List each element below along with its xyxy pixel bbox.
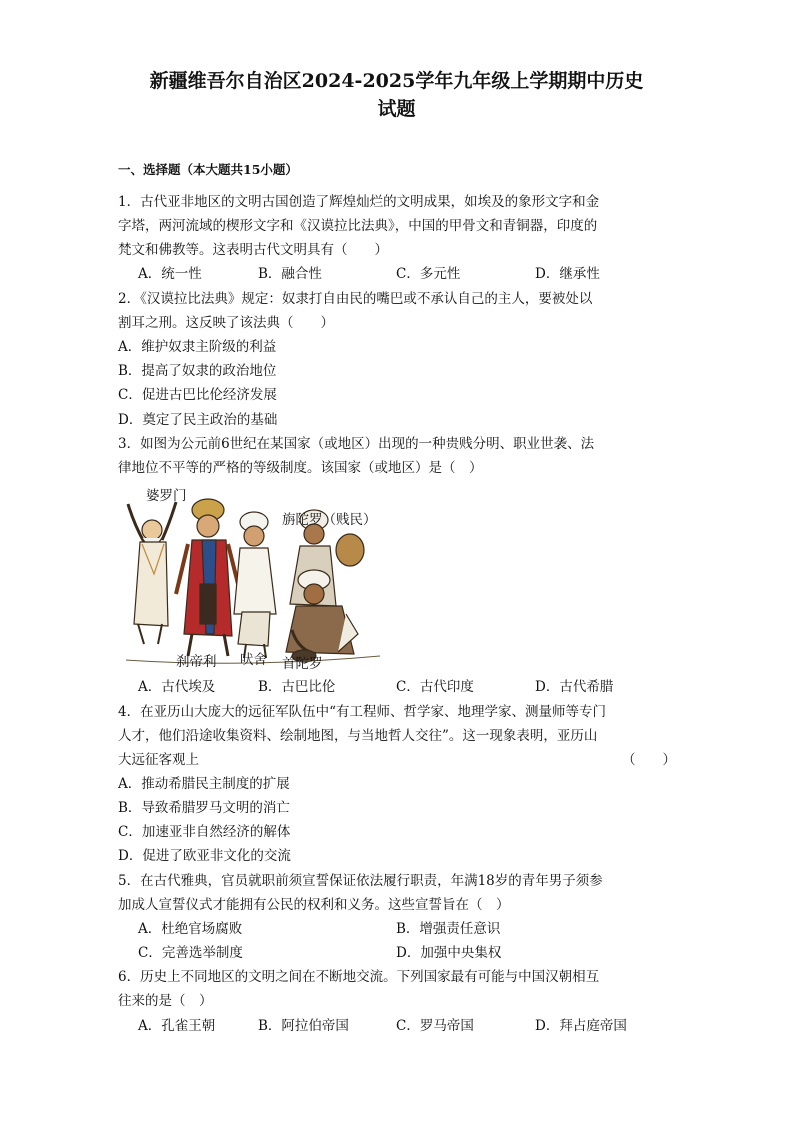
question-4-option-a[interactable]: A．推动希腊民主制度的扩展 — [118, 776, 290, 792]
question-2-option-d[interactable]: D．奠定了民主政治的基础 — [118, 412, 278, 428]
question-3-option-b[interactable]: B．古巴比伦 — [258, 679, 336, 695]
question-6-option-a[interactable]: A．孔雀王朝 — [138, 1018, 216, 1034]
question-3-option-c[interactable]: C．古代印度 — [396, 679, 474, 695]
question-5-line-2: 加成人宣誓仪式才能拥有公民的权利和义务。这些宣誓旨在（ ） — [118, 897, 510, 913]
question-3-option-d[interactable]: D．古代希腊 — [535, 679, 614, 695]
question-4-option-d[interactable]: D．促进了欧亚非文化的交流 — [118, 848, 291, 864]
question-5-line-1: 5．在古代雅典，官员就职前须宣誓保证依法履行职责，年满18岁的青年男子须参 — [118, 873, 603, 889]
question-2-option-a[interactable]: A．维护奴隶主阶级的利益 — [118, 339, 277, 355]
question-4-option-c[interactable]: C．加速亚非自然经济的解体 — [118, 824, 291, 840]
question-1-option-a[interactable]: A．统一性 — [138, 266, 202, 282]
question-2-option-b[interactable]: B．提高了奴隶的政治地位 — [118, 363, 277, 379]
question-6-option-d[interactable]: D．拜占庭帝国 — [535, 1018, 627, 1034]
question-1-option-c[interactable]: C．多元性 — [396, 266, 461, 282]
kshatriya-figure — [176, 499, 240, 656]
page-title-line-2: 试题 — [377, 98, 416, 120]
question-5-option-c[interactable]: C．完善选举制度 — [138, 945, 243, 961]
question-1-line-3: 梵文和佛教等。这表明古代文明具有（ ） — [118, 242, 388, 258]
question-5-option-b[interactable]: B．增强责任意识 — [396, 921, 501, 937]
section-heading: 一、选择题（本大题共15小题） — [118, 162, 298, 177]
caste-system-illustration — [118, 484, 390, 672]
question-4-line-1: 4．在亚历山大庞大的远征军队伍中“有工程师、哲学家、地理学家、测量师等专门 — [118, 704, 606, 720]
question-6-line-2: 往来的是（ ） — [118, 993, 213, 1009]
label-shudra: 首陀罗 — [282, 656, 323, 672]
question-6-option-c[interactable]: C．罗马帝国 — [396, 1018, 474, 1034]
brahmin-figure — [128, 502, 176, 644]
question-3-line-1: 3．如图为公元前6世纪在某国家（或地区）出现的一种贵贱分明、职业世袭、法 — [118, 436, 595, 452]
question-5-option-a[interactable]: A．杜绝官场腐败 — [138, 921, 243, 937]
question-2-option-c[interactable]: C．促进古巴比伦经济发展 — [118, 387, 277, 403]
question-3-option-a[interactable]: A．古代埃及 — [138, 679, 216, 695]
question-1-option-b[interactable]: B．融合性 — [258, 266, 322, 282]
question-2-line-2: 割耳之刑。这反映了该法典（ ） — [118, 315, 334, 331]
question-4-line-3: 大远征客观上 — [118, 752, 199, 768]
question-6-line-1: 6．历史上不同地区的文明之间在不断地交流。下列国家最有可能与中国汉朝相互 — [118, 969, 600, 985]
label-kshatriya: 刹帝利 — [176, 654, 217, 670]
question-2-line-1: 2．《汉谟拉比法典》规定：奴隶打自由民的嘴巴或不承认自己的主人，要被处以 — [118, 291, 593, 307]
question-4-option-b[interactable]: B．导致希腊罗马文明的消亡 — [118, 800, 290, 816]
question-4-answer-bracket: （ ） — [622, 752, 676, 768]
question-3-line-2: 律地位不平等的严格的等级制度。该国家（或地区）是（ ） — [118, 460, 483, 476]
vaishya-figure — [234, 512, 276, 658]
label-vaishya: 吠舍 — [240, 652, 267, 668]
label-chandala: 旃陀罗（贱民） — [282, 512, 377, 528]
question-1-line-2: 字塔，两河流域的楔形文字和《汉谟拉比法典》，中国的甲骨文和青铜器，印度的 — [118, 218, 598, 234]
question-6-option-b[interactable]: B．阿拉伯帝国 — [258, 1018, 349, 1034]
label-brahmin: 婆罗门 — [146, 488, 187, 504]
question-1-line-1: 1．古代亚非地区的文明古国创造了辉煌灿烂的文明成果，如埃及的象形文字和金 — [118, 194, 600, 210]
question-4-line-2: 人才，他们沿途收集资料、绘制地图，与当地哲人交往”。这一现象表明，亚历山 — [118, 728, 598, 744]
page-title-line-1: 新疆维吾尔自治区2024-2025学年九年级上学期期中历史 — [149, 70, 644, 92]
question-1-option-d[interactable]: D．继承性 — [535, 266, 600, 282]
question-5-option-d[interactable]: D．加强中央集权 — [396, 945, 502, 961]
